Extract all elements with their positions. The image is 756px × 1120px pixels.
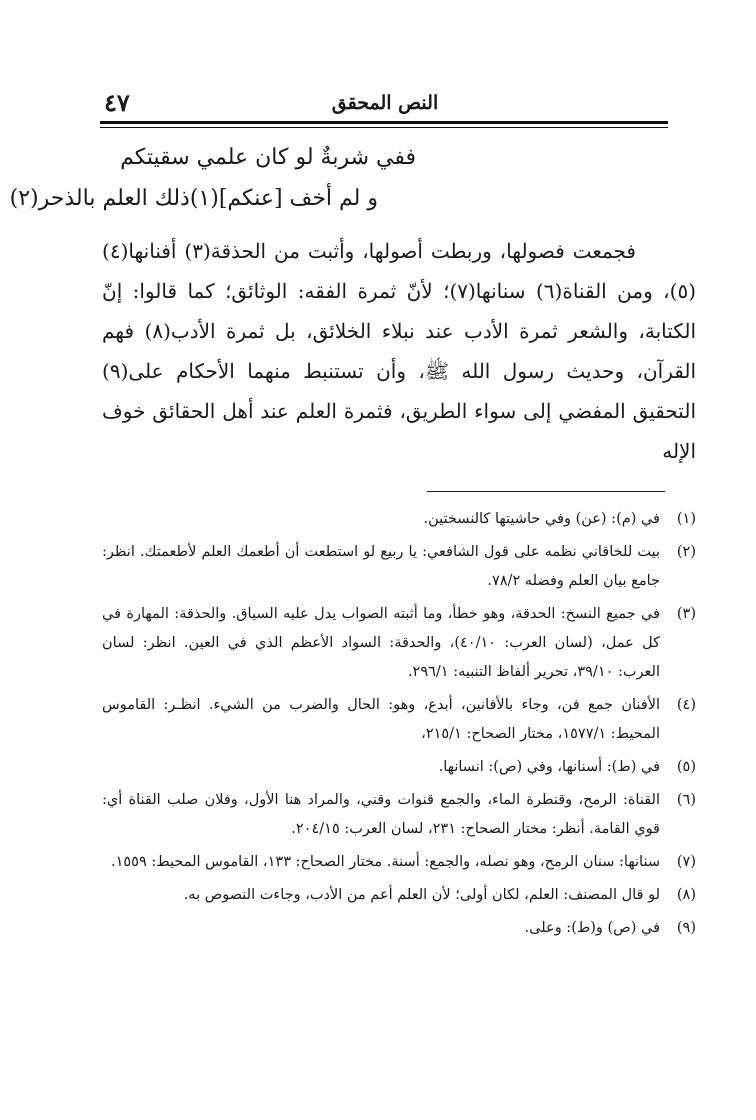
header-rule-thick (100, 121, 668, 124)
footnote-text: في (م): (عن) وفي حاشيتها كالنسختين. (423, 511, 660, 527)
footnote-number: (٩) (676, 920, 696, 936)
page-header (104, 88, 666, 120)
footnote-7 (102, 848, 696, 877)
footnote-number: (٨) (676, 887, 696, 903)
footnote-text: الأفنان جمع فن، وجاء بالأفانين، أبدع، وهو: الحال والضرب من الشيء. انظـر: القاموس المحيط: ١٥٧٧/١، مختار الصحاح: ٢١٥/١، (102, 697, 660, 742)
footnote-text: سنانها: سنان الرمح، وهو نصله، والجمع: أسنة. مختار الصحاح: ١٣٣، القاموس المحيط: ١٥٥٩. (110, 854, 660, 870)
footnotes (102, 505, 696, 947)
footnote-text: في جميع النسخ: الحدقة، وهو خطأ، وما أثبته الصواب يدل عليه السياق. والحذقة: المهارة في كل عمل، (لسان العرب: ٤٠/١٠)، والحدقة: السواد الأعظم الذي في العين. انظر: لسان العرب: ٣٩/١٠، تحرير ألفاظ التنبيه: ٢٩٦/١. (102, 606, 660, 680)
footnote-9 (102, 914, 696, 943)
footnote-number: (٦) (676, 792, 696, 808)
footnote-2 (102, 538, 696, 596)
header-rule-thin (100, 127, 668, 128)
footnote-text: لو قال المصنف: العلم، لكان أولى؛ لأن العلم أعم من الأدب، وجاءت النصوص به. (183, 887, 660, 903)
page-number: ٤٧ (104, 88, 130, 117)
footnote-number: (٤) (676, 697, 696, 713)
footnote-3 (102, 600, 696, 687)
footnote-text: في (ص) و(ط): وعلى. (524, 920, 660, 936)
footnote-number: (١) (676, 511, 696, 527)
verse-line-2: و لم أخف [عنكم](١)ذلك العلم بالذحر(٢) (9, 186, 378, 211)
running-title: النص المحقق (331, 92, 439, 114)
footnote-8 (102, 881, 696, 910)
footnote-separator (427, 491, 665, 492)
footnote-number: (٥) (676, 759, 696, 775)
footnote-6 (102, 786, 696, 844)
footnote-text: بيت للخاقاني نظمه على قول الشافعي: يا ربيع لو استطعت أن أطعمك العلم لأطعمتك. انظر: جامع بيان العلم وفضله ٧٨/٢. (102, 544, 660, 589)
footnote-text: القناة: الرمح، وقنطرة الماء، والجمع قنوات وقني، والمراد هنا الأول، وفلان صلب القناة أي: قوي القامة. أنظر: مختار الصحاح: ٢٣١، لسان العرب: ٢٠٤/١٥. (102, 792, 660, 837)
verse-line-1: ففي شربةٌ لو كان علمي سقيتكم (120, 145, 416, 170)
footnote-number: (٣) (676, 606, 696, 622)
footnote-1 (102, 505, 696, 534)
footnote-4 (102, 691, 696, 749)
footnote-number: (٢) (676, 544, 696, 560)
main-paragraph: فجمعت فصولها، وربطت أصولها، وأثبت من الحذقة(٣) أفنانها(٤)(٥)، ومن القناة(٦) سنانها(٧)؛ لأنّ ثمرة الفقه: الوثائق؛ كما قالوا: إنّ الكتابة، والشعر ثمرة الأدب عند نبلاء الخلائق، بل ثمرة الأدب(٨) فهم القرآن، وحديث رسول الله ﷺ، وأن تستنبط منهما الأحكام على(٩) التحقيق المفضي إلى سواء الطريق، فثمرة العلم عند أهل الحقائق خوف الإله (102, 239, 696, 463)
footnote-5 (102, 753, 696, 782)
footnote-number: (٧) (676, 854, 696, 870)
footnote-text: في (ط): أسنانها، وفي (ص): انسانها. (438, 759, 660, 775)
